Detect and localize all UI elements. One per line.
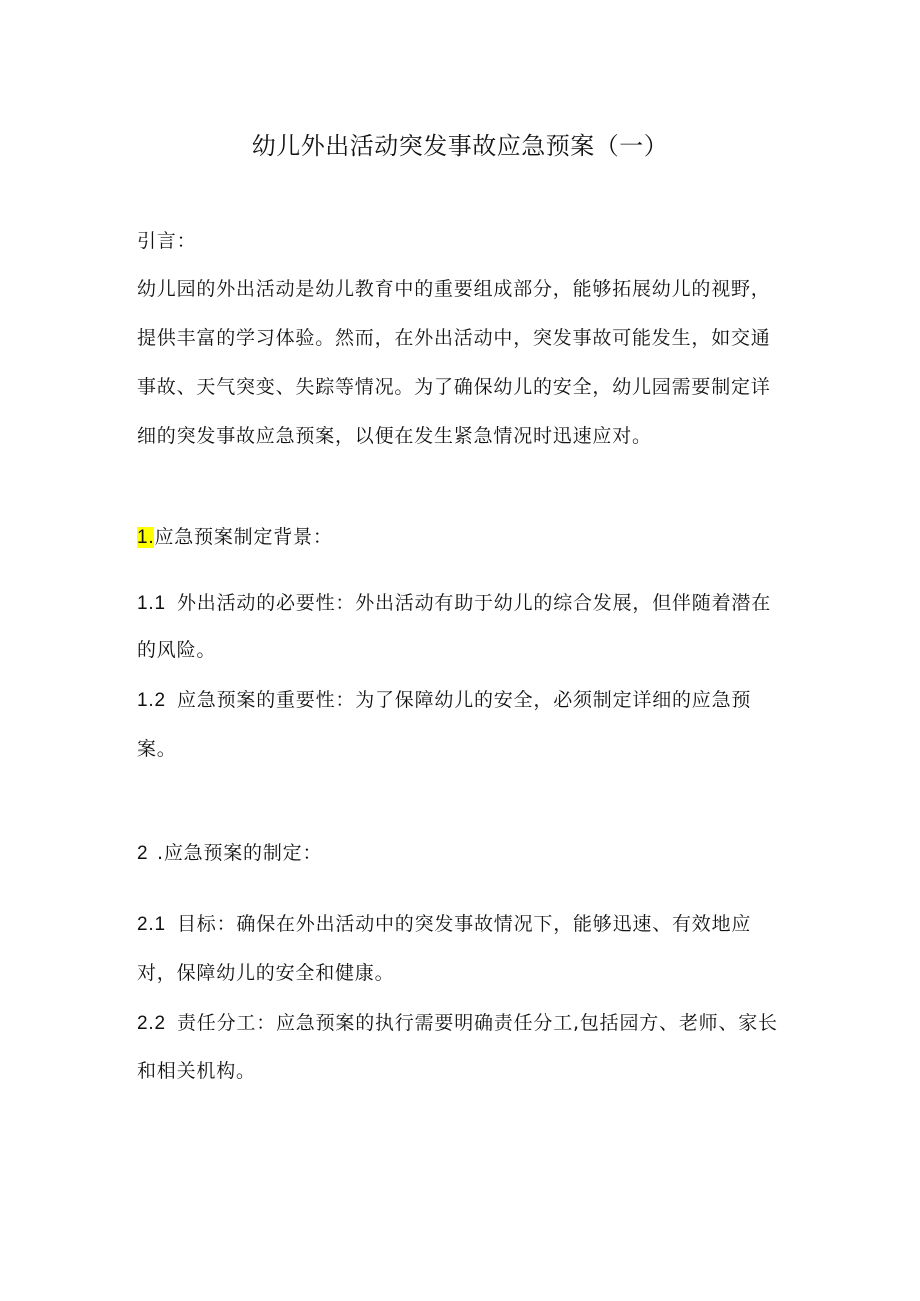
item-number: 2.1 <box>137 914 166 935</box>
item-text: 目标：确保在外出活动中的突发事故情况下，能够迅速、有效地应 <box>177 913 752 935</box>
section2-heading <box>137 838 322 865</box>
intro-line: 提供丰富的学习体验。然而，在外出活动中，突发事故可能发生，如交通 <box>137 327 771 349</box>
section1-heading <box>137 522 333 549</box>
item-number: 2.2 <box>137 1013 166 1034</box>
section1-number: 1. <box>137 527 155 548</box>
intro-line: 幼儿园的外出活动是幼儿教育中的重要组成部分，能够拓展幼儿的视野， <box>137 278 771 300</box>
document-title: 幼儿外出活动突发事故应急预案（一） <box>251 132 669 160</box>
intro-line: 事故、天气突变、失踪等情况。为了确保幼儿的安全，幼儿园需要制定详 <box>137 376 771 398</box>
item-text: 责任分工：应急预案的执行需要明确责任分工,包括园方、老师、家长 <box>177 1012 778 1034</box>
section2-heading-text: .应急预案的制定： <box>157 842 323 864</box>
item-1-2-cont: 案。 <box>137 738 177 760</box>
item-2-1 <box>137 909 751 936</box>
item-number: 1.1 <box>137 593 166 614</box>
section1-heading-text: 应急预案制定背景： <box>154 526 333 548</box>
intro-line: 细的突发事故应急预案，以便在发生紧急情况时迅速应对。 <box>137 425 652 447</box>
item-1-1 <box>137 588 771 615</box>
item-text: 外出活动的必要性：外出活动有助于幼儿的综合发展，但伴随着潜在 <box>177 592 772 614</box>
item-2-1-cont: 对，保障幼儿的安全和健康。 <box>137 962 395 984</box>
item-1-2 <box>137 685 751 712</box>
item-1-1-cont: 的风险。 <box>137 639 217 661</box>
section2-number: 2 <box>137 843 149 864</box>
item-number: 1.2 <box>137 690 166 711</box>
item-2-2 <box>137 1008 778 1035</box>
intro-label: 引言： <box>137 230 197 252</box>
item-text: 应急预案的重要性：为了保障幼儿的安全，必须制定详细的应急预 <box>177 689 752 711</box>
item-2-2-cont: 和相关机构。 <box>137 1060 256 1082</box>
